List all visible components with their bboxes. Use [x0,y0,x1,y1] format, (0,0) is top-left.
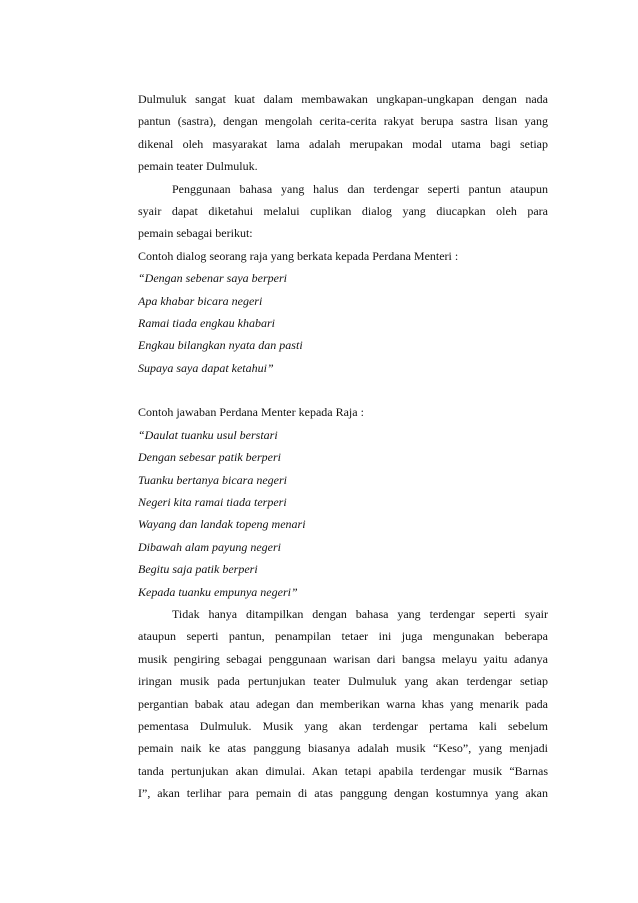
text-line: musik pengiring sebagai penggunaan warisan dari bangsa melayu yaitu adanya [138,651,548,666]
dialog-intro-king: Contoh dialog seorang raja yang berkata kepada Perdana Menteri : [138,248,459,263]
text-line: I”, akan terlihar para pemain di atas panggung dengan kostumnya yang akan [138,786,548,801]
verse-minister [138,424,548,603]
verse-line: Wayang dan landak topeng menari [138,517,306,532]
text-line: pementasa Dulmuluk. Musik yang akan terdengar pertama kali sebelum [138,718,548,733]
text-line: pantun (sastra), dengan mengolah cerita-cerita rakyat berupa sastra lisan yang [138,114,548,129]
verse-line: “Dengan sebenar saya berperi [138,271,287,286]
text-line: pergantian babak atau adegan dan memberikan warna khas yang menarik pada [138,696,548,711]
verse-line: Apa khabar bicara negeri [138,293,263,308]
text-line: pemain teater Dulmuluk. [138,159,258,174]
dialog-intro-minister: Contoh jawaban Perdana Menter kepada Raja : [138,405,364,420]
verse-line: Begitu saja patik berperi [138,562,258,577]
text-line: iringan musik pada pertunjukan teater Dulmuluk yang akan terdengar setiap [138,674,548,689]
paragraph-2 [138,178,548,245]
verse-line: “Daulat tuanku usul berstari [138,427,278,442]
verse-line: Kepada tuanku empunya negeri” [138,584,298,599]
verse-king [138,267,548,379]
verse-line: Supaya saya dapat ketahui” [138,360,274,375]
text-line: Tidak hanya ditampilkan dengan bahasa yang terdengar seperti syair [172,606,548,621]
text-line: ataupun seperti pantun, penampilan tetaer ini juga mengunakan beberapa [138,629,548,644]
text-line: dikenal oleh masyarakat lama adalah merupakan modal utama bagi setiap [138,136,548,151]
text-line: pemain naik ke atas panggung biasanya adalah musik “Keso”, yang menjadi [138,741,548,756]
verse-line: Dengan sebesar patik berperi [138,450,281,465]
paragraph-3 [138,603,548,805]
text-line: Penggunaan bahasa yang halus dan terdengar seperti pantun ataupun [172,181,548,196]
verse-line: Engkau bilangkan nyata dan pasti [138,338,303,353]
paragraph-1 [138,88,548,178]
text-line: pemain sebagai berikut: [138,226,253,241]
text-line: tanda pertunjukan akan dimulai. Akan tetapi apabila terdengar musik “Barnas [138,763,548,778]
verse-line: Tuanku bertanya bicara negeri [138,472,287,487]
verse-line: Ramai tiada engkau khabari [138,315,275,330]
verse-line: Negeri kita ramai tiada terperi [138,495,287,510]
verse-line: Dibawah alam payung negeri [138,539,281,554]
page-body [138,88,548,805]
text-line: Dulmuluk sangat kuat dalam membawakan ungkapan-ungkapan dengan nada [138,92,548,106]
blank-line [138,379,548,401]
text-line: syair dapat diketahui melalui cuplikan dialog yang diucapkan oleh para [138,203,548,218]
